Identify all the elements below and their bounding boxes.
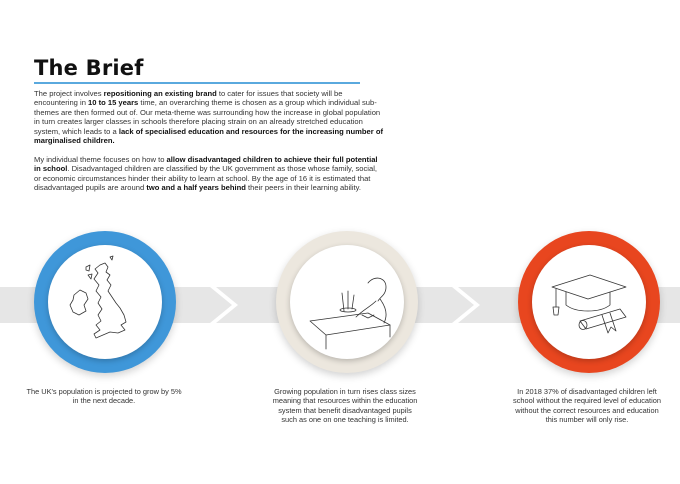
population-circle (34, 231, 176, 373)
attainment-circle-inner (532, 245, 646, 359)
emphasis-3: two and a half years behind (146, 183, 246, 193)
graduation-cap-icon (532, 245, 646, 359)
population-circle-inner (48, 245, 162, 359)
child-at-desk-icon (290, 245, 404, 359)
text-2: . Disadvantaged children are classified by the UK government as those whose family, social, or economic circumstances hinder their ability to learn at school. By the age of 16 it is estimated that disadvantaged pupils are around (34, 164, 378, 193)
text-0: My individual theme focuses on how to (34, 155, 167, 164)
uk-map-icon (48, 245, 162, 359)
emphasis-1: allow disadvantaged children to achieve their full potential in school (34, 155, 378, 174)
attainment-caption: In 2018 37% of disadvantaged children left school without the required level of education without the correct resources and education this number will only rise. (513, 387, 661, 424)
class-size-caption: Growing population in turn rises class sizes meaning that resources within the education system that benefit disadvantaged pupils such as one on one teaching is limited. (272, 387, 418, 424)
brief-paragraph-2 (34, 155, 384, 193)
text-2: to cater for issues that society will be encountering in (34, 89, 343, 108)
title-underline (34, 82, 360, 84)
class-size-circle-inner (290, 245, 404, 359)
text-0: The project involves (34, 89, 104, 98)
text-4: their peers in their learning ability. (245, 183, 361, 193)
attainment-circle (518, 231, 660, 373)
emphasis-1: repositioning an existing brand (103, 89, 217, 98)
class-size-circle (276, 231, 418, 373)
emphasis-5: lack of specialised education and resources for the increasing number of marginalised children. (34, 126, 384, 146)
page-title: The Brief (34, 56, 144, 80)
emphasis-3: 10 to 15 years (88, 98, 139, 108)
brief-paragraph-1 (34, 89, 384, 145)
text-4: time, an overarching theme is chosen as a group which individual sub-themes are then formed out of. Our meta-theme was surrounding how the increase in global population in turn creates larger classes in schools therefore placing strain on an already stretched education system, which leads to a (34, 98, 381, 136)
population-caption: The UK's population is projected to grow by 5% in the next decade. (26, 387, 182, 406)
